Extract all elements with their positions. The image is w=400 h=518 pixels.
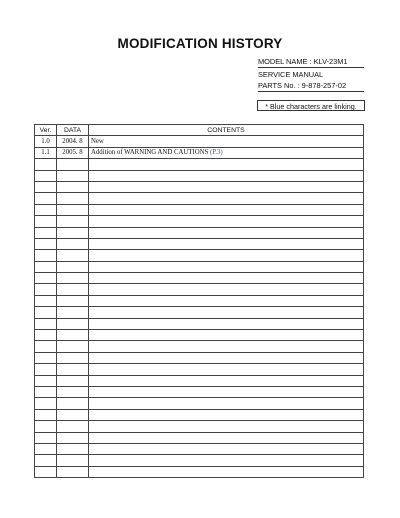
cell-data (57, 307, 89, 318)
cell-ver (35, 307, 57, 318)
table-row (35, 238, 364, 249)
table-row (35, 455, 364, 466)
cell-ver (35, 443, 57, 454)
cell-ver (35, 352, 57, 363)
table-row (35, 295, 364, 306)
table-row (35, 330, 364, 341)
cell-contents (89, 364, 364, 375)
cell-data (57, 250, 89, 261)
cell-data (57, 170, 89, 181)
cell-ver (35, 375, 57, 386)
cell-contents (89, 136, 364, 147)
cell-data (57, 238, 89, 249)
cell-ver (35, 466, 57, 477)
cell-contents (89, 159, 364, 170)
cell-ver (35, 364, 57, 375)
cell-data (57, 193, 89, 204)
cell-data (57, 261, 89, 272)
cell-ver (35, 227, 57, 238)
modification-history-table (34, 124, 364, 478)
cell-data (57, 273, 89, 284)
cell-contents (89, 421, 364, 432)
cell-ver (35, 261, 57, 272)
cell-data (57, 398, 89, 409)
cell-ver: 1.1 (35, 147, 57, 158)
cell-contents (89, 455, 364, 466)
table-row (35, 364, 364, 375)
table-row (35, 386, 364, 397)
cell-data (57, 432, 89, 443)
header-ver: Ver. (35, 125, 57, 136)
cell-ver (35, 421, 57, 432)
table-row (35, 352, 364, 363)
cell-data (57, 409, 89, 420)
header-contents: CONTENTS (89, 125, 364, 136)
cell-data (57, 181, 89, 192)
table-row (35, 193, 364, 204)
cell-contents (89, 216, 364, 227)
page-title: MODIFICATION HISTORY (117, 36, 283, 51)
cell-data (57, 295, 89, 306)
table-row (35, 170, 364, 181)
cell-ver (35, 250, 57, 261)
cell-ver (35, 398, 57, 409)
cell-contents (89, 432, 364, 443)
link-note: * Blue characters are linking. (257, 100, 365, 111)
cell-data (57, 386, 89, 397)
cell-ver (35, 170, 57, 181)
cell-data (57, 364, 89, 375)
contents-text: Addition of WARNING AND CAUTIONS (91, 149, 211, 157)
table-row (35, 307, 364, 318)
cell-ver (35, 432, 57, 443)
cell-contents (89, 398, 364, 409)
cell-contents (89, 261, 364, 272)
cell-contents (89, 181, 364, 192)
cell-ver (35, 295, 57, 306)
cell-data (57, 318, 89, 329)
table-row (35, 398, 364, 409)
cell-ver (35, 181, 57, 192)
parts-number: PARTS No. : 9-878-257-02 (258, 81, 364, 92)
cell-contents (89, 409, 364, 420)
manual-type: SERVICE MANUAL (258, 70, 324, 79)
cell-data (57, 284, 89, 295)
cell-ver (35, 284, 57, 295)
cell-data (57, 159, 89, 170)
cell-contents (89, 443, 364, 454)
cell-contents (89, 386, 364, 397)
cell-contents (89, 341, 364, 352)
cell-contents (89, 204, 364, 215)
table-row (35, 204, 364, 215)
cell-contents (89, 284, 364, 295)
header-data: DATA (57, 125, 89, 136)
cell-data (57, 421, 89, 432)
cell-data: 2004. 8 (57, 136, 89, 147)
cell-ver (35, 318, 57, 329)
table-row (35, 261, 364, 272)
cell-contents (89, 170, 364, 181)
cell-ver (35, 159, 57, 170)
table-row (35, 181, 364, 192)
cell-ver (35, 193, 57, 204)
cell-data (57, 341, 89, 352)
table-body (35, 136, 364, 478)
cell-contents (89, 352, 364, 363)
cell-contents (89, 250, 364, 261)
table-header-row (35, 125, 364, 136)
table-row (35, 147, 364, 158)
cell-ver: 1.0 (35, 136, 57, 147)
cell-contents (89, 295, 364, 306)
cell-contents (89, 227, 364, 238)
table-row (35, 443, 364, 454)
contents-text: New (91, 138, 104, 146)
cell-ver (35, 238, 57, 249)
cell-contents (89, 273, 364, 284)
cell-data (57, 375, 89, 386)
cell-ver (35, 409, 57, 420)
cell-ver (35, 273, 57, 284)
cell-ver (35, 341, 57, 352)
cell-data (57, 466, 89, 477)
cell-contents (89, 318, 364, 329)
table-row (35, 409, 364, 420)
table-row (35, 432, 364, 443)
table-row (35, 421, 364, 432)
cell-data (57, 204, 89, 215)
cell-data (57, 216, 89, 227)
model-name: MODEL NAME : KLV-23M1 (258, 57, 364, 68)
cell-contents (89, 466, 364, 477)
table-row (35, 466, 364, 477)
cell-data (57, 227, 89, 238)
table-row (35, 227, 364, 238)
cell-ver (35, 330, 57, 341)
cell-ver (35, 216, 57, 227)
table-row (35, 136, 364, 147)
cell-contents (89, 330, 364, 341)
cell-ver (35, 204, 57, 215)
table-row (35, 159, 364, 170)
table-row (35, 284, 364, 295)
cell-ver (35, 386, 57, 397)
cell-contents (89, 375, 364, 386)
cell-data (57, 330, 89, 341)
table-row (35, 375, 364, 386)
cell-contents (89, 147, 364, 158)
cell-contents (89, 193, 364, 204)
table-row (35, 318, 364, 329)
cell-contents (89, 238, 364, 249)
table-row (35, 341, 364, 352)
cell-data (57, 443, 89, 454)
table-row (35, 273, 364, 284)
cell-ver (35, 455, 57, 466)
cell-data (57, 455, 89, 466)
page-link[interactable]: (P.3) (210, 149, 223, 157)
cell-data (57, 352, 89, 363)
cell-data: 2005. 8 (57, 147, 89, 158)
table-row (35, 216, 364, 227)
cell-contents (89, 307, 364, 318)
table-row (35, 250, 364, 261)
